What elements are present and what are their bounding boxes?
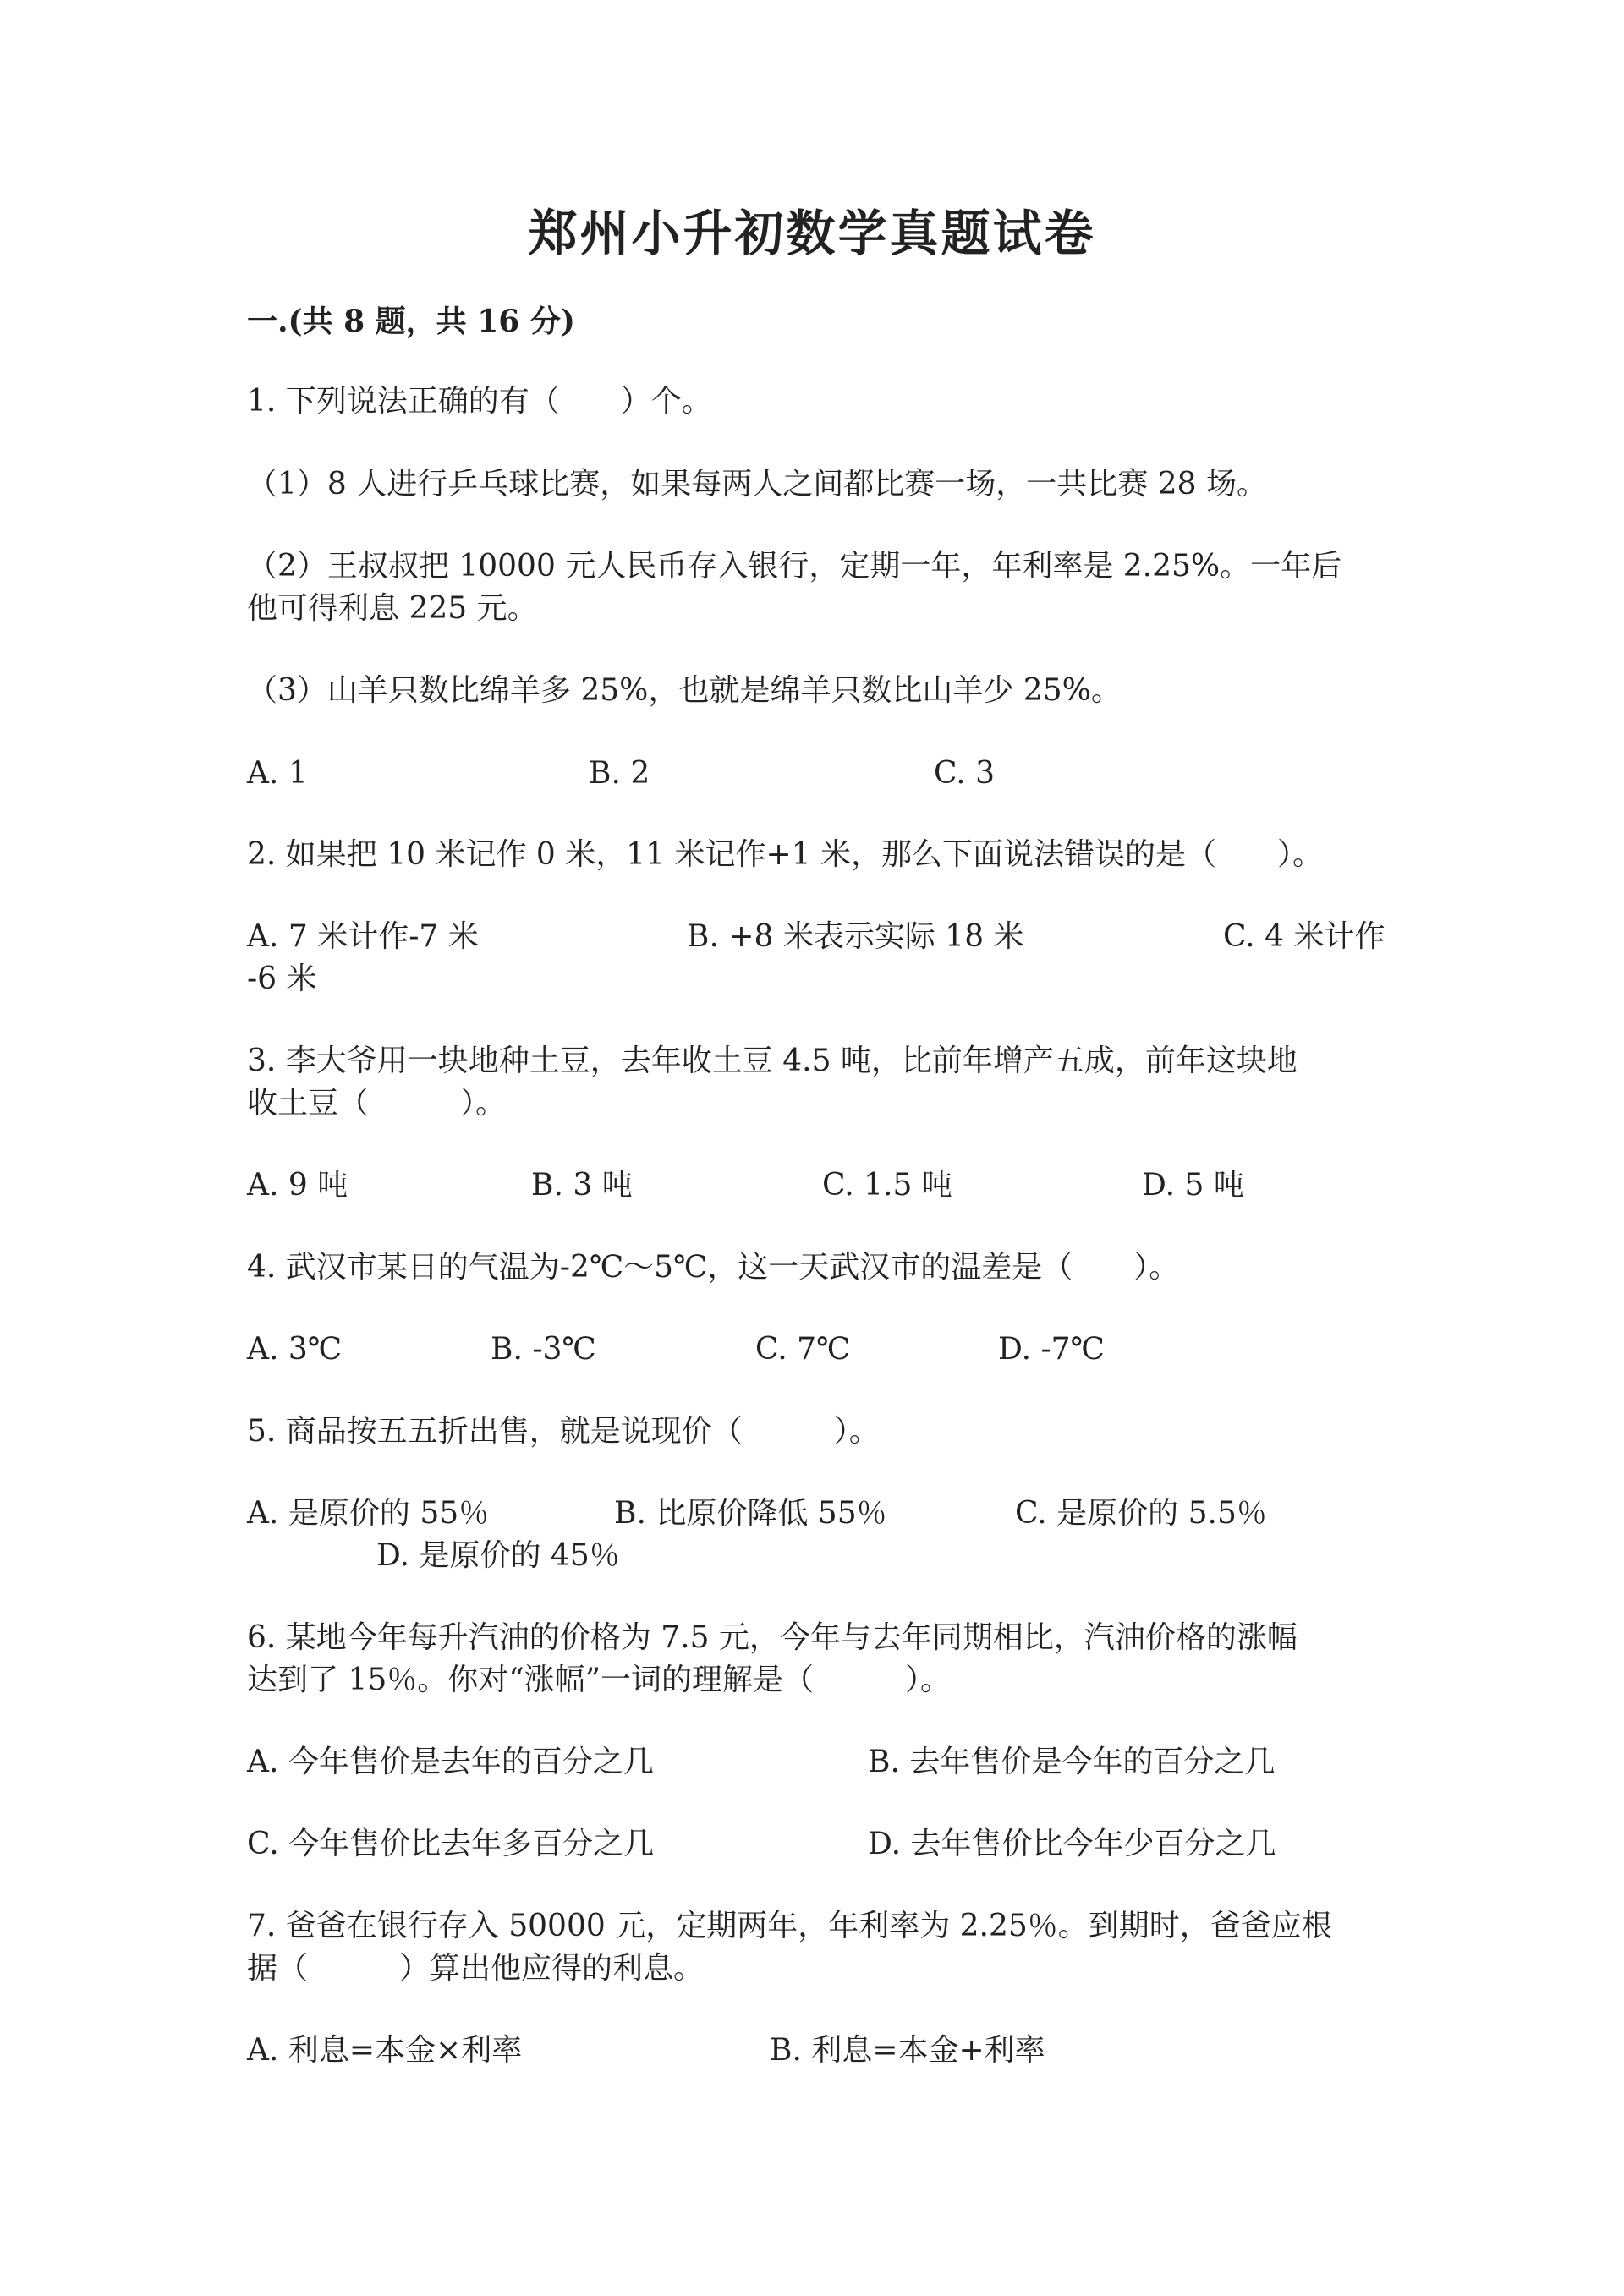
question-4-option-d: D. -7℃ bbox=[998, 1332, 1105, 1367]
question-4-option-c: C. 7℃ bbox=[755, 1332, 851, 1367]
question-3-stem-cont: 收土豆（ ）。 bbox=[247, 1086, 507, 1121]
question-5-option-a: A. 是原价的 55％ bbox=[247, 1496, 490, 1531]
question-6-stem: 6. 某地今年每升汽油的价格为 7.5 元，今年与去年同期相比，汽油价格的涨幅 bbox=[247, 1620, 1298, 1655]
question-3-stem: 3. 李大爷用一块地种土豆，去年收土豆 4.5 吨，比前年增产五成，前年这块地 bbox=[247, 1044, 1298, 1078]
question-3-option-d: D. 5 吨 bbox=[1142, 1168, 1244, 1203]
question-6-option-b: B. 去年售价是今年的百分之几 bbox=[868, 1745, 1276, 1779]
question-4-option-b: B. -3℃ bbox=[491, 1332, 596, 1367]
question-4-option-a: A. 3℃ bbox=[247, 1332, 343, 1367]
question-3-option-c: C. 1.5 吨 bbox=[822, 1168, 952, 1203]
question-2-option-b: B. +8 米表示实际 18 米 bbox=[687, 919, 1024, 954]
question-5-option-b: B. 比原价降低 55％ bbox=[614, 1496, 887, 1531]
question-1-statement-2: （2）王叔叔把 10000 元人民币存入银行，定期一年，年利率是 2.25%。一年后 bbox=[247, 549, 1342, 584]
section-heading: 一.(共 8 题，共 16 分) bbox=[247, 304, 575, 339]
question-1-option-b: B. 2 bbox=[589, 756, 650, 791]
question-1-statement-1: （1）8 人进行乒乓球比赛，如果每两人之间都比赛一场，一共比赛 28 场。 bbox=[247, 467, 1267, 501]
question-6-option-c: C. 今年售价比去年多百分之几 bbox=[247, 1827, 655, 1861]
question-7-option-b: B. 利息=本金+利率 bbox=[770, 2033, 1045, 2068]
question-2-stem: 2. 如果把 10 米记作 0 米，11 米记作+1 米，那么下面说法错误的是（ ）。 bbox=[247, 837, 1324, 872]
question-4-stem: 4. 武汉市某日的气温为-2℃～5℃，这一天武汉市的温差是（ ）。 bbox=[247, 1250, 1180, 1285]
question-2-option-c: C. 4 米计作 bbox=[1223, 919, 1385, 954]
question-7-option-a: A. 利息=本金×利率 bbox=[247, 2033, 523, 2068]
question-7-stem-cont: 据（ ）算出他应得的利息。 bbox=[247, 1951, 705, 1986]
question-5-option-c: C. 是原价的 5.5％ bbox=[1015, 1496, 1267, 1531]
question-1-statement-2-cont: 他可得利息 225 元。 bbox=[247, 591, 538, 626]
question-6-option-a: A. 今年售价是去年的百分之几 bbox=[247, 1745, 654, 1779]
question-7-stem: 7. 爸爸在银行存入 50000 元，定期两年，年利率为 2.25％。到期时，爸爸应根 bbox=[247, 1909, 1332, 1943]
question-1-statement-3: （3）山羊只数比绵羊多 25%，也就是绵羊只数比山羊少 25%。 bbox=[247, 673, 1122, 708]
question-5-option-d: D. 是原价的 45％ bbox=[376, 1538, 620, 1573]
question-6-option-d: D. 去年售价比今年少百分之几 bbox=[868, 1827, 1276, 1861]
question-1-option-c: C. 3 bbox=[934, 756, 996, 791]
question-2-option-a: A. 7 米计作-7 米 bbox=[247, 919, 479, 954]
question-3-option-b: B. 3 吨 bbox=[531, 1168, 633, 1203]
question-6-stem-cont: 达到了 15％。你对“涨幅”一词的理解是（ ）。 bbox=[247, 1663, 952, 1697]
exam-title: 郑州小升初数学真题试卷 bbox=[528, 205, 1096, 262]
question-2-option-c-wrap: -6 米 bbox=[247, 962, 317, 996]
question-1-option-a: A. 1 bbox=[247, 756, 308, 791]
question-1-stem: 1. 下列说法正确的有（ ）个。 bbox=[247, 384, 712, 419]
question-3-option-a: A. 9 吨 bbox=[247, 1168, 348, 1203]
question-5-stem: 5. 商品按五五折出售，就是说现价（ ）。 bbox=[247, 1414, 880, 1449]
